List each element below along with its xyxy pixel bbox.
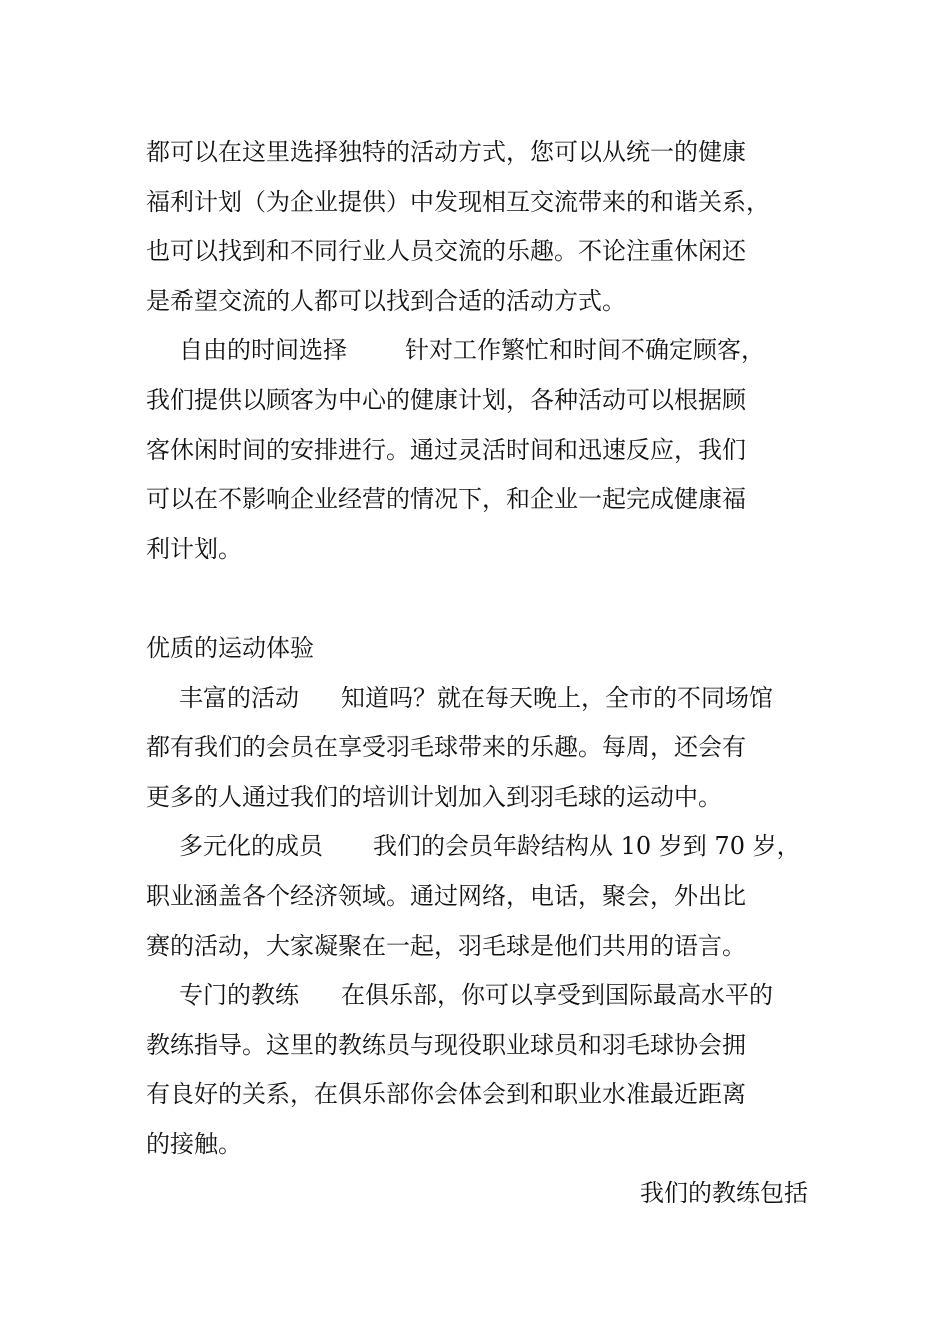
paragraph-professional-coaches <box>146 971 808 1169</box>
text-run: 在俱乐部，你可以享受到国际最高水平的 <box>341 981 773 1010</box>
text-run: 我们的会员年龄结构从 10 岁到 70 岁， <box>373 832 801 861</box>
text-line <box>146 822 808 872</box>
text-line: 有良好的关系，在俱乐部你会体会到和职业水准最近距离 <box>146 1080 746 1109</box>
text-line: 利计划。 <box>146 534 242 563</box>
text-line: 我们提供以顾客为中心的健康计划，各种活动可以根据顾 <box>146 385 746 414</box>
text-line: 都有我们的会员在享受羽毛球带来的乐趣。每周，还会有 <box>146 733 746 762</box>
text-line: 更多的人通过我们的培训计划加入到羽毛球的运动中。 <box>146 782 722 811</box>
text-line: 教练指导。这里的教练员与现役职业球员和羽毛球协会拥 <box>146 1030 746 1059</box>
closing-line: 我们的教练包括 <box>640 1179 808 1208</box>
paragraph-diverse-activities <box>146 128 808 326</box>
text-line <box>146 971 808 1021</box>
text-line: 客休闲时间的安排进行。通过灵活时间和迅速反应，我们 <box>146 435 746 464</box>
text-run: 知道吗？就在每天晚上，全市的不同场馆 <box>341 683 773 712</box>
run-in-heading: 自由的时间选择 <box>179 336 347 365</box>
text-line: 可以在不影响企业经营的情况下，和企业一起完成健康福 <box>146 485 746 514</box>
text-line: 赛的活动，大家凝聚在一起，羽毛球是他们共用的语言。 <box>146 931 746 960</box>
run-in-heading: 专门的教练 <box>179 981 299 1010</box>
text-line <box>146 326 808 376</box>
document-page <box>146 128 808 1219</box>
text-line: 也可以找到和不同行业人员交流的乐趣。不论注重休闲还 <box>146 237 746 266</box>
blank-line <box>146 574 808 624</box>
text-line: 福利计划（为企业提供）中发现相互交流带来的和谐关系， <box>146 187 770 216</box>
text-line: 都可以在这里选择独特的活动方式，您可以从统一的健康 <box>146 138 746 166</box>
section-heading: 优质的运动体验 <box>146 633 314 662</box>
text-line <box>146 674 808 724</box>
paragraph-flexible-time <box>146 326 808 574</box>
run-in-heading: 多元化的成员 <box>179 832 323 861</box>
run-in-heading: 丰富的活动 <box>179 683 299 712</box>
text-line: 是希望交流的人都可以找到合适的活动方式。 <box>146 286 626 315</box>
text-run: 针对工作繁忙和时间不确定顾客， <box>405 336 765 365</box>
paragraph-diverse-members <box>146 822 808 971</box>
paragraph-rich-activities <box>146 674 808 823</box>
text-line: 职业涵盖各个经济领域。通过网络，电话，聚会，外出比 <box>146 881 746 910</box>
text-line: 的接触。 <box>146 1129 242 1158</box>
